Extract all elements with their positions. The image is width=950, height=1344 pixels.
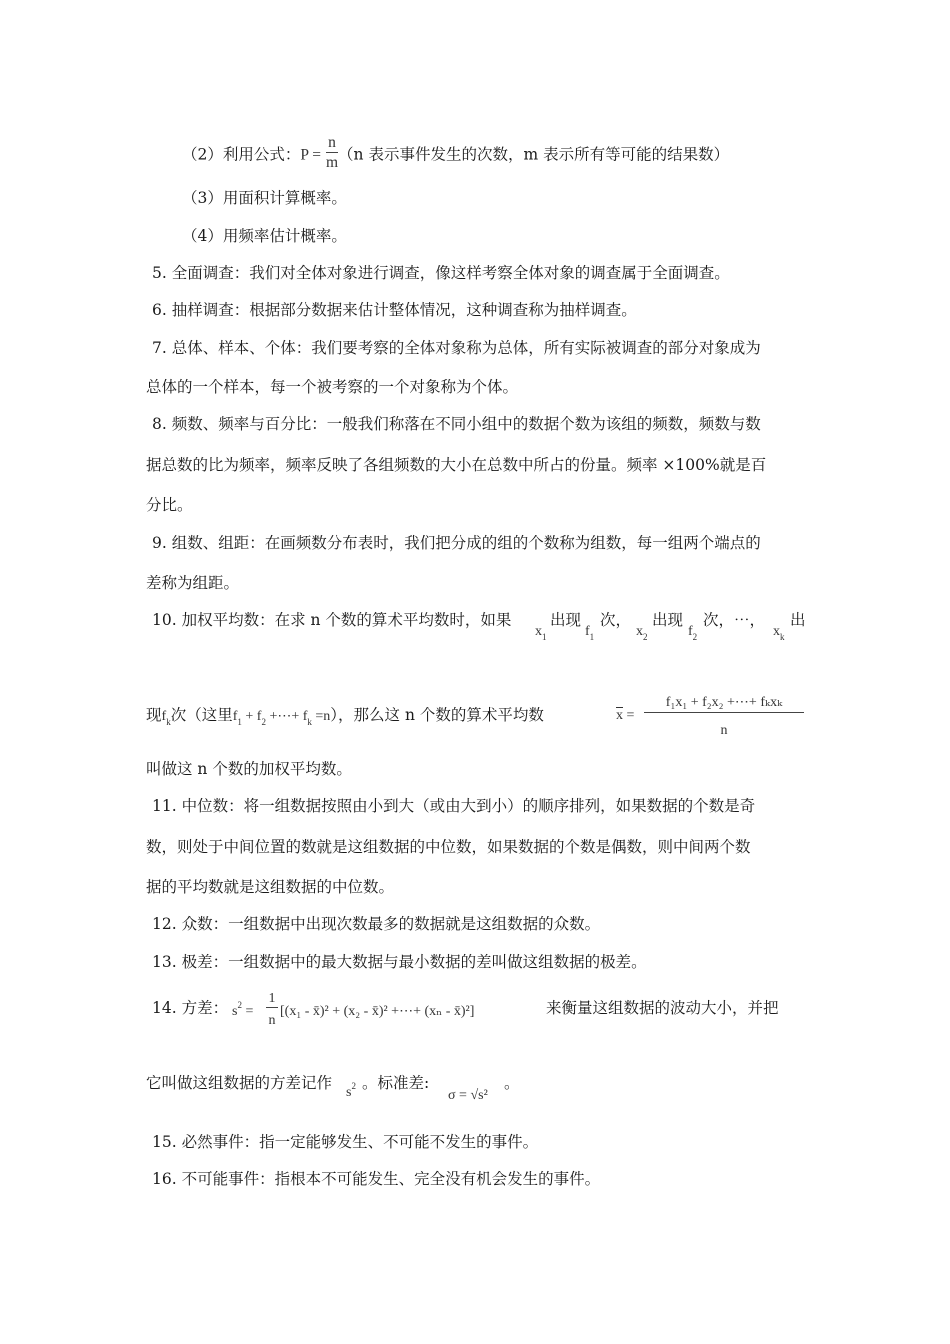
item-9-line-1: 9. 组数、组距：在画频数分布表时，我们把分成的组的个数称为组数，每一组两个端点的 <box>152 534 761 552</box>
item-11-line-2: 数，则处于中间位置的数就是这组数据的中位数，如果数据的个数是偶数，则中间两个数 <box>146 838 751 856</box>
fraction-numerator: n <box>326 134 338 153</box>
item-10-times-1: 次， <box>600 611 632 629</box>
variance-lhs: $s^2$ = <box>232 1000 254 1019</box>
item-2-formula-line <box>182 136 729 175</box>
frequency-sum: $f_1 + f_2$ +⋯+ $f_k =n$ <box>232 709 331 727</box>
var-xk: $x_k$ <box>773 624 785 642</box>
item-14-line-2: 它叫做这组数据的方差记作 <box>146 1074 333 1092</box>
var-x2: $x_2$ <box>636 624 648 642</box>
item-7-line-2: 总体的一个样本，每一个被考察的一个对象称为个体。 <box>146 378 519 396</box>
item-15-certain-event: 15. 必然事件：指一定能够发生、不可能不发生的事件。 <box>152 1133 539 1151</box>
item-11-line-1: 11. 中位数：将一组数据按照由小到大（或由大到小）的顺序排列，如果数据的个数是奇 <box>152 797 756 815</box>
item-16-impossible-event: 16. 不可能事件：指根本不可能发生、完全没有机会发生的事件。 <box>152 1170 601 1188</box>
item-14-label: 14. 方差： <box>152 999 229 1017</box>
item-10-appears-2: 出现 <box>652 611 684 629</box>
formula-note: （n 表示事件发生的次数，m 表示所有等可能的结果数） <box>338 145 730 164</box>
item-8-line-1: 8. 频数、频率与百分比：一般我们称落在不同小组中的数据个数为该组的频数，频数与数 <box>152 415 761 433</box>
item-10-line-1 <box>152 610 511 630</box>
weighted-mean-numerator: f₁x₁ + f₂x₂ +⋯+ fₖxₖ <box>644 694 804 713</box>
weighted-mean-denominator: n <box>720 723 728 738</box>
var-fk: $f_k$ <box>161 709 171 727</box>
var-f1: $f_1$ <box>585 624 595 642</box>
item-2-label: （2）利用公式： <box>182 145 301 164</box>
probability-fraction <box>326 134 338 173</box>
item-7-line-1: 7. 总体、样本、个体：我们要考察的全体对象称为总体，所有实际被调查的部分对象成为 <box>152 339 761 357</box>
item-11-line-3: 据的平均数就是这组数据的中位数。 <box>146 878 395 896</box>
item-13-range: 13. 极差：一组数据中的最大数据与最小数据的差叫做这组数据的极差。 <box>152 953 647 971</box>
probability-formula-lhs: P = <box>300 146 322 164</box>
item-4: （4）用频率估计概率。 <box>182 227 347 245</box>
item-10-line-2: 现$f_k$次（这里$f_1 + f_2$ +⋯+ $f_k =n$），那么这 n 个数的算术平均数 <box>146 706 544 727</box>
variance-fraction-numerator: 1 <box>266 990 278 1008</box>
std-dev-period: 。 <box>504 1074 520 1092</box>
item-10-appears-k: 出 <box>790 611 806 629</box>
item-6-sample-survey: 6. 抽样调查：根据部分数据来估计整体情况，这种调查称为抽样调查。 <box>152 301 637 319</box>
fraction-denominator: m <box>325 154 339 171</box>
item-10-times-2: 次，⋯， <box>703 611 766 629</box>
item-10-appears-1: 出现 <box>550 611 582 629</box>
std-dev-formula: σ = √s² <box>448 1088 488 1103</box>
item-3: （3）用面积计算概率。 <box>182 189 347 207</box>
item-9-line-2: 差称为组距。 <box>146 574 240 592</box>
variance-expression: [(x₁ - x̄)² + (x₂ - x̄)² +⋯+ (xₙ - x̄)²] <box>280 1004 475 1019</box>
item-10-intro: 10. 加权平均数：在求 n 个数的算术平均数时，如果 <box>152 611 512 629</box>
variance-fraction-denominator: n <box>268 1013 276 1028</box>
item-8-line-2: 据总数的比为频率，频率反映了各组频数的大小在总数中所占的份量。频率 ×100%就是百 <box>146 456 767 474</box>
weighted-mean-lhs: $\overline{x}$ = <box>616 708 635 723</box>
item-12-mode: 12. 众数：一组数据中出现次数最多的数据就是这组数据的众数。 <box>152 915 601 933</box>
var-f2: $f_2$ <box>688 624 698 642</box>
item-8-line-3: 分比。 <box>146 496 193 514</box>
std-dev-label: 。标准差: <box>362 1074 430 1092</box>
item-10-line-3: 叫做这 n 个数的加权平均数。 <box>146 760 352 778</box>
item-5-full-survey: 5. 全面调查：我们对全体对象进行调查，像这样考察全体对象的调查属于全面调查。 <box>152 264 730 282</box>
item-14-line-1-tail: 来衡量这组数据的波动大小，并把 <box>546 999 779 1017</box>
variance-symbol: $s^2$ <box>346 1081 356 1100</box>
var-x1: $x_1$ <box>535 624 547 642</box>
